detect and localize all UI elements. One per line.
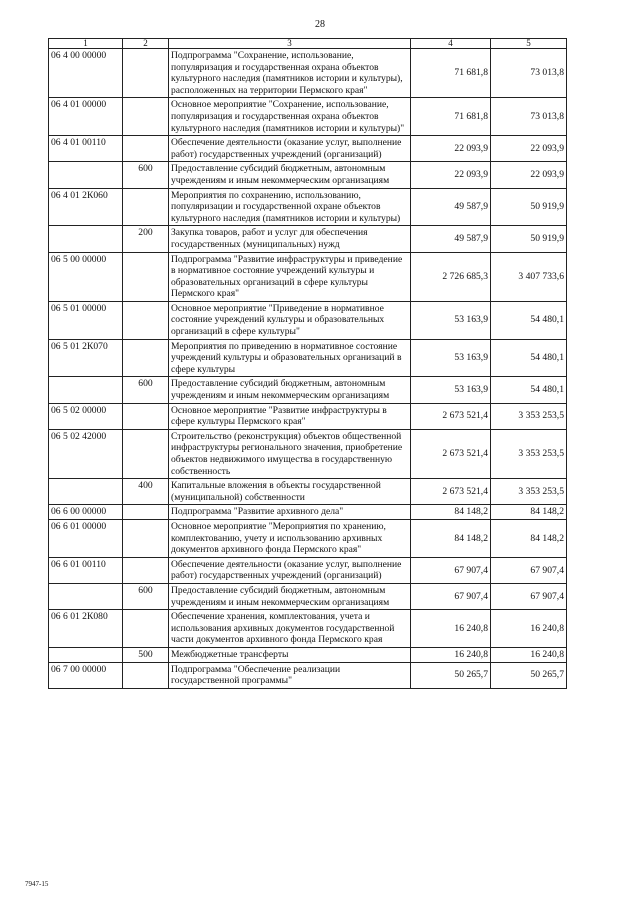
cell-value-col4: 2 673 521,4 xyxy=(411,479,491,505)
cell-expense-type xyxy=(123,252,169,301)
cell-value-col5: 67 907,4 xyxy=(491,557,567,583)
cell-expense-type xyxy=(123,505,169,520)
cell-code: 06 4 01 00110 xyxy=(49,136,123,162)
cell-name: Подпрограмма "Сохранение, использование, популяризация и государственная охрана объектов культурного наследия (памятников истории и культуры), расположенных на территории Пермского края" xyxy=(169,49,411,98)
cell-value-col4: 49 587,9 xyxy=(411,226,491,252)
table-row xyxy=(49,479,567,505)
cell-value-col5: 50 265,7 xyxy=(491,662,567,688)
cell-name: Подпрограмма "Развитие инфраструктуры и приведение в нормативное состояние учреждений культуры и образовательных организаций в сфере культуры Пермского края" xyxy=(169,252,411,301)
table-row xyxy=(49,188,567,226)
cell-value-col4: 67 907,4 xyxy=(411,583,491,609)
cell-name: Основное мероприятие "Сохранение, использование, популяризация и государственная охрана объектов культурного наследия (памятников истории и культуры)" xyxy=(169,98,411,136)
cell-name: Капитальные вложения в объекты государственной (муниципальной) собственности xyxy=(169,479,411,505)
cell-name: Строительство (реконструкция) объектов общественной инфраструктуры регионального значения, приобретение объектов недвижимого имущества в государственную собственность xyxy=(169,429,411,478)
column-header: 3 xyxy=(169,39,411,49)
cell-expense-type: 600 xyxy=(123,377,169,403)
table-row xyxy=(49,403,567,429)
cell-value-col5: 50 919,9 xyxy=(491,188,567,226)
cell-value-col5: 22 093,9 xyxy=(491,136,567,162)
cell-name: Обеспечение деятельности (оказание услуг, выполнение работ) государственных учреждений (организаций) xyxy=(169,557,411,583)
cell-code: 06 6 00 00000 xyxy=(49,505,123,520)
cell-name: Основное мероприятие "Мероприятия по хранению, комплектованию, учету и использованию архивных документов архивного фонда Пермского края" xyxy=(169,519,411,557)
cell-name: Предоставление субсидий бюджетным, автономным учреждениям и иным некоммерческим организациям xyxy=(169,162,411,188)
cell-expense-type xyxy=(123,136,169,162)
cell-value-col5: 84 148,2 xyxy=(491,519,567,557)
cell-code xyxy=(49,647,123,662)
cell-value-col5: 54 480,1 xyxy=(491,301,567,339)
table-row xyxy=(49,162,567,188)
cell-name: Основное мероприятие "Приведение в нормативное состояние учреждений культуры и образовательных организаций в сфере культуры" xyxy=(169,301,411,339)
cell-name: Закупка товаров, работ и услуг для обеспечения государственных (муниципальных) нужд xyxy=(169,226,411,252)
cell-expense-type xyxy=(123,610,169,648)
cell-value-col4: 84 148,2 xyxy=(411,519,491,557)
table-row xyxy=(49,429,567,478)
cell-value-col4: 50 265,7 xyxy=(411,662,491,688)
cell-name: Предоставление субсидий бюджетным, автономным учреждениям и иным некоммерческим организациям xyxy=(169,377,411,403)
cell-value-col4: 16 240,8 xyxy=(411,647,491,662)
cell-code: 06 6 01 2К080 xyxy=(49,610,123,648)
document-code: 7947-15 xyxy=(25,880,49,888)
cell-value-col5: 54 480,1 xyxy=(491,377,567,403)
column-header: 1 xyxy=(49,39,123,49)
cell-value-col5: 16 240,8 xyxy=(491,647,567,662)
cell-code xyxy=(49,226,123,252)
cell-name: Подпрограмма "Развитие архивного дела" xyxy=(169,505,411,520)
cell-expense-type xyxy=(123,188,169,226)
table-row xyxy=(49,557,567,583)
table-row xyxy=(49,662,567,688)
cell-value-col5: 3 353 253,5 xyxy=(491,479,567,505)
cell-code: 06 6 01 00000 xyxy=(49,519,123,557)
cell-code: 06 5 00 00000 xyxy=(49,252,123,301)
table-row xyxy=(49,377,567,403)
cell-code: 06 6 01 00110 xyxy=(49,557,123,583)
cell-name: Подпрограмма "Обеспечение реализации государственной программы" xyxy=(169,662,411,688)
cell-code: 06 5 01 00000 xyxy=(49,301,123,339)
cell-expense-type: 200 xyxy=(123,226,169,252)
cell-value-col4: 2 726 685,3 xyxy=(411,252,491,301)
cell-expense-type xyxy=(123,519,169,557)
cell-value-col5: 73 013,8 xyxy=(491,98,567,136)
cell-code: 06 4 01 2К060 xyxy=(49,188,123,226)
table-row xyxy=(49,505,567,520)
cell-value-col5: 22 093,9 xyxy=(491,162,567,188)
cell-code: 06 4 01 00000 xyxy=(49,98,123,136)
cell-name: Мероприятия по сохранению, использованию, популяризации и государственной охране объектов культурного наследия (памятников истории и культуры) xyxy=(169,188,411,226)
cell-expense-type: 400 xyxy=(123,479,169,505)
cell-value-col4: 49 587,9 xyxy=(411,188,491,226)
cell-value-col4: 71 681,8 xyxy=(411,98,491,136)
table-row xyxy=(49,49,567,98)
cell-value-col5: 54 480,1 xyxy=(491,339,567,377)
table-row xyxy=(49,98,567,136)
cell-value-col4: 2 673 521,4 xyxy=(411,403,491,429)
cell-name: Межбюджетные трансферты xyxy=(169,647,411,662)
cell-value-col4: 71 681,8 xyxy=(411,49,491,98)
cell-expense-type xyxy=(123,98,169,136)
cell-code xyxy=(49,162,123,188)
cell-expense-type: 600 xyxy=(123,583,169,609)
cell-value-col4: 53 163,9 xyxy=(411,377,491,403)
cell-expense-type: 600 xyxy=(123,162,169,188)
cell-value-col4: 16 240,8 xyxy=(411,610,491,648)
cell-expense-type xyxy=(123,49,169,98)
table-row xyxy=(49,136,567,162)
cell-expense-type xyxy=(123,429,169,478)
cell-code: 06 5 01 2К070 xyxy=(49,339,123,377)
cell-expense-type xyxy=(123,403,169,429)
cell-expense-type xyxy=(123,339,169,377)
cell-value-col5: 50 919,9 xyxy=(491,226,567,252)
cell-value-col5: 3 353 253,5 xyxy=(491,429,567,478)
cell-value-col4: 53 163,9 xyxy=(411,339,491,377)
table-row xyxy=(49,647,567,662)
cell-code: 06 4 00 00000 xyxy=(49,49,123,98)
column-header-row xyxy=(49,39,567,49)
cell-value-col4: 22 093,9 xyxy=(411,162,491,188)
cell-expense-type xyxy=(123,557,169,583)
column-header: 4 xyxy=(411,39,491,49)
table-row xyxy=(49,610,567,648)
cell-code xyxy=(49,583,123,609)
cell-value-col5: 16 240,8 xyxy=(491,610,567,648)
table-row xyxy=(49,339,567,377)
cell-value-col4: 22 093,9 xyxy=(411,136,491,162)
cell-name: Мероприятия по приведению в нормативное состояние учреждений культуры и образовательных организаций в сфере культуры xyxy=(169,339,411,377)
cell-value-col5: 3 353 253,5 xyxy=(491,403,567,429)
cell-name: Предоставление субсидий бюджетным, автономным учреждениям и иным некоммерческим организациям xyxy=(169,583,411,609)
cell-name: Обеспечение деятельности (оказание услуг, выполнение работ) государственных учреждений (организаций) xyxy=(169,136,411,162)
cell-code: 06 5 02 00000 xyxy=(49,403,123,429)
cell-value-col4: 67 907,4 xyxy=(411,557,491,583)
table-row xyxy=(49,583,567,609)
cell-code xyxy=(49,377,123,403)
cell-value-col5: 67 907,4 xyxy=(491,583,567,609)
cell-code: 06 5 02 42000 xyxy=(49,429,123,478)
column-header: 5 xyxy=(491,39,567,49)
cell-code: 06 7 00 00000 xyxy=(49,662,123,688)
cell-value-col5: 84 148,2 xyxy=(491,505,567,520)
cell-value-col4: 53 163,9 xyxy=(411,301,491,339)
cell-expense-type: 500 xyxy=(123,647,169,662)
page-number: 28 xyxy=(315,19,325,30)
cell-value-col5: 73 013,8 xyxy=(491,49,567,98)
cell-expense-type xyxy=(123,662,169,688)
column-header: 2 xyxy=(123,39,169,49)
cell-value-col5: 3 407 733,6 xyxy=(491,252,567,301)
cell-code xyxy=(49,479,123,505)
cell-value-col4: 2 673 521,4 xyxy=(411,429,491,478)
table-row xyxy=(49,252,567,301)
table-row xyxy=(49,226,567,252)
cell-value-col4: 84 148,2 xyxy=(411,505,491,520)
cell-name: Обеспечение хранения, комплектования, учета и использования архивных документов государственной части документов архивного фонда Пермского края xyxy=(169,610,411,648)
cell-name: Основное мероприятие "Развитие инфраструктуры в сфере культуры Пермского края" xyxy=(169,403,411,429)
budget-table xyxy=(48,38,567,689)
table-row xyxy=(49,519,567,557)
table-row xyxy=(49,301,567,339)
cell-expense-type xyxy=(123,301,169,339)
